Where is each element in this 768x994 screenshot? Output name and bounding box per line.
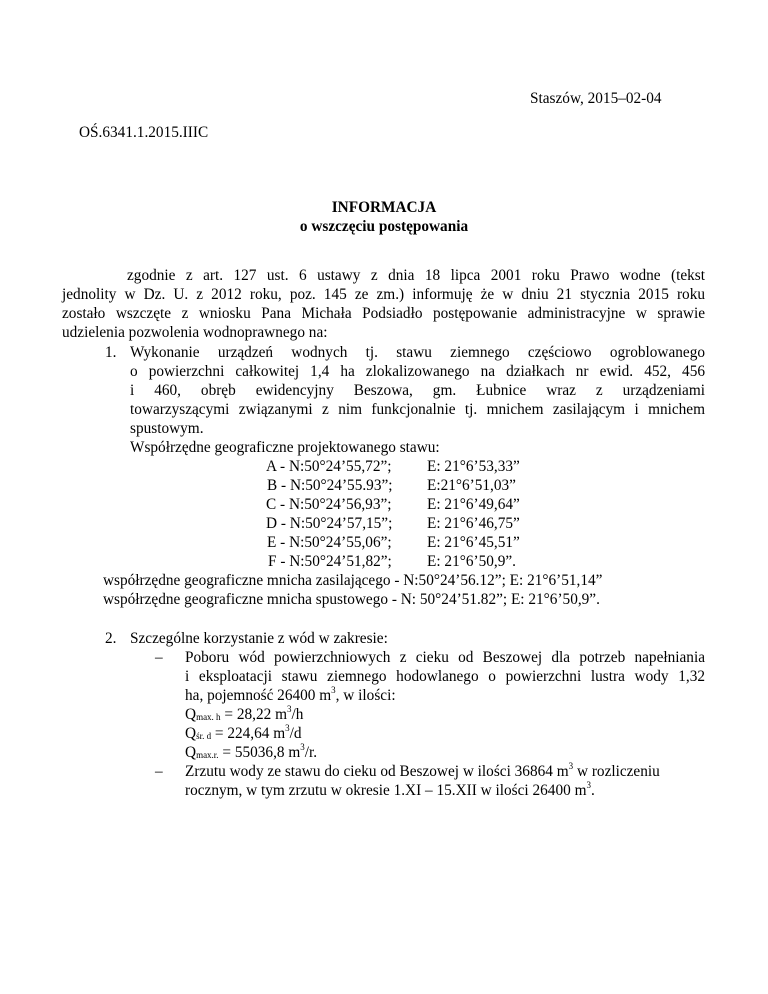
monk-supply-coords: współrzędne geograficzne mnicha zasilającego - N:50°24’56.12”; E: 21°6’51,14” bbox=[103, 572, 603, 589]
bullet1-line: Poboru wód powierzchniowych z cieku od Beszowej dla potrzeb napełniania bbox=[185, 649, 705, 666]
bullet2-line: rocznym, w tym zrzutu w okresie 1.XI – 15.XII w ilości 26400 $m^3$. bbox=[185, 779, 595, 799]
item1-line: Wykonanie urządzeń wodnych tj. stawu ziemnego częściowo ogroblowanego bbox=[130, 344, 705, 361]
coord-e: E: 21°6’53,33” bbox=[427, 458, 520, 475]
coord-n: D - N:50°24’57,15”; bbox=[266, 515, 393, 532]
coord-n: A - N:50°24’55,72”; bbox=[266, 458, 392, 475]
bullet-dash: – bbox=[155, 763, 163, 780]
document-title: INFORMACJA bbox=[331, 199, 437, 216]
reference-number: OŚ.6341.1.2015.IIIC bbox=[79, 124, 209, 141]
list-number: 1. bbox=[105, 344, 117, 361]
intro-line: jednolity w Dz. U. z 2012 roku, poz. 145 ze zm.) informuję że w dniu 21 stycznia 2015 roku bbox=[62, 286, 705, 303]
q-max-hourly: $Q_{max. h} = 28,22$ $m^3/h$ bbox=[185, 703, 304, 723]
bullet1-line: ha, pojemność 26400 $m^3$, w ilości: bbox=[185, 684, 396, 704]
q-avg-daily: $Q_{śr. d} = 224,64$ $m^3/d$ bbox=[185, 722, 302, 742]
bullet2-line: Zrzutu wody ze stawu do cieku od Beszowej w ilości 36864 $m^3$ w rozliczeniu bbox=[185, 760, 660, 780]
coords-heading: Współrzędne geograficzne projektowanego stawu: bbox=[130, 439, 440, 456]
item2-heading: Szczególne korzystanie z wód w zakresie: bbox=[130, 630, 388, 647]
q-max-yearly: $Q_{max.r.} = 55036,8$ $m^3/r$. bbox=[185, 741, 318, 761]
coord-e: E: 21°6’49,64” bbox=[427, 496, 520, 513]
document-subtitle: o wszczęciu postępowania bbox=[299, 218, 469, 235]
item1-line: spustowym. bbox=[130, 420, 204, 437]
intro-line: zostało wszczęte z wniosku Pana Michała Podsiadło postępowanie administracyjne w sprawie bbox=[62, 305, 705, 322]
intro-line: zgodnie z art. 127 ust. 6 ustawy z dnia 18 lipca 2001 roku Prawo wodne (tekst bbox=[127, 267, 705, 284]
bullet-dash: – bbox=[155, 649, 163, 666]
bullet1-line: i eksploatacji stawu ziemnego hodowlanego o powierzchni lustra wody 1,32 bbox=[185, 668, 705, 685]
coord-e: E: 21°6’45,51” bbox=[427, 534, 520, 551]
intro-line: udzielenia pozwolenia wodnoprawnego na: bbox=[62, 324, 328, 341]
list-number: 2. bbox=[105, 630, 117, 647]
item1-line: i 460, obręb ewidencyjny Beszowa, gm. Łubnice wraz z urządzeniami bbox=[130, 382, 705, 399]
coord-n: C - N:50°24’56,93”; bbox=[266, 496, 392, 513]
coord-e: E: 21°6’46,75” bbox=[427, 515, 520, 532]
coord-n: B - N:50°24’55.93”; bbox=[267, 477, 393, 494]
item1-line: o powierzchni całkowitej 1,4 ha zlokalizowanego na działkach nr ewid. 452, 456 bbox=[130, 363, 705, 380]
place-date: Staszów, 2015–02-04 bbox=[530, 90, 662, 107]
coord-e: E: 21°6’50,9”. bbox=[427, 553, 516, 570]
coord-n: F - N:50°24’51,82”; bbox=[268, 553, 392, 570]
monk-drain-coords: współrzędne geograficzne mnicha spustowego - N: 50°24’51.82”; E: 21°6’50,9”. bbox=[103, 591, 600, 608]
item1-line: towarzyszącymi związanymi z nim funkcjonalnie tj. mnichem zasilającym i mnichem bbox=[130, 401, 705, 418]
coord-n: E - N:50°24’55,06”; bbox=[267, 534, 392, 551]
coord-e: E:21°6’51,03” bbox=[427, 477, 516, 494]
